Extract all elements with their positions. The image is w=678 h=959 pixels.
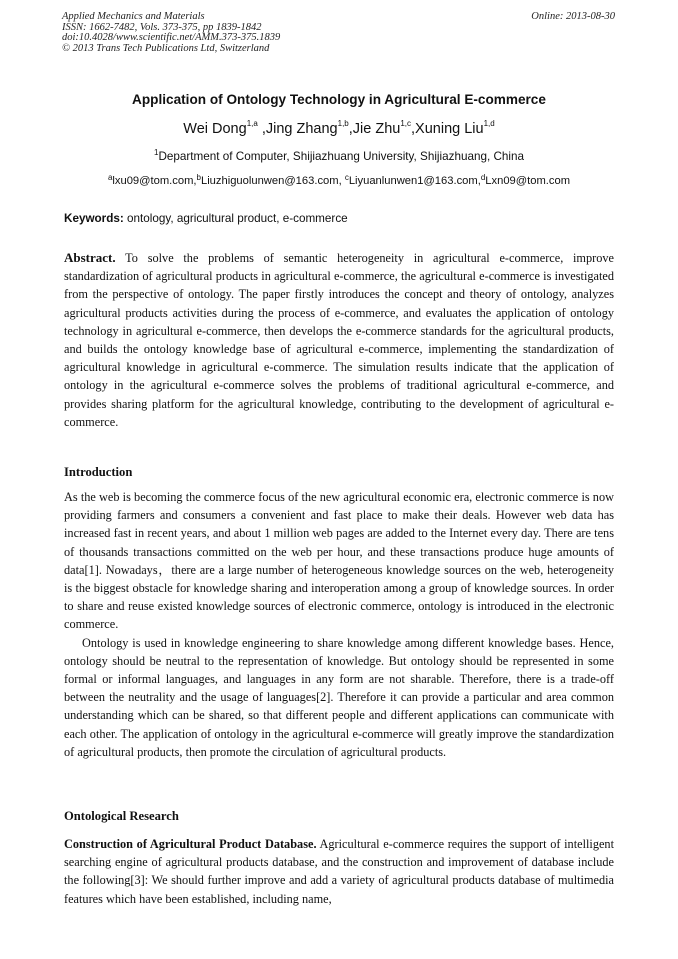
- author-list: [0, 121, 678, 137]
- ontological-research-section: [64, 835, 614, 908]
- affiliation-superscript: 1: [154, 148, 159, 157]
- affiliation: [0, 150, 678, 163]
- abstract-section: [64, 249, 614, 431]
- doi-line: doi:10.4028/www.scientific.net/AMM.373-375.1839: [62, 32, 281, 44]
- copyright-line: © 2013 Trans Tech Publications Ltd, Switzerland: [62, 42, 270, 54]
- body-paragraph: Ontology is used in knowledge engineering to share knowledge among different knowledge bases. Hence, ontology should be neutral to the representation of knowledge. But ontology should be represented in some formal or informal languages, and languages in any form are not sharable. Therefore, there is a trade-off between the neutrality and the usage of languages[2]. Therefore it can provide a particular and area common understanding which can be shared, so that different people and different applications can communicate with each other. The application of ontology in the agricultural e-commerce will greatly improve the standardization of agricultural products, then promote the circulation of agricultural products.: [64, 635, 614, 759]
- email-address: lxu09@tom.com,: [112, 175, 197, 187]
- email-list: [0, 175, 678, 187]
- journal-name: Applied Mechanics and Materials: [62, 11, 205, 22]
- email-address: Lxn09@tom.com: [485, 175, 571, 187]
- keywords-label: Keywords:: [64, 212, 124, 225]
- author-name: ,Jie Zhu: [348, 121, 401, 137]
- online-date: Online: 2013-08-30: [531, 11, 615, 22]
- email-address: Liuzhiguolunwen@163.com,: [200, 175, 345, 187]
- author-superscript: 1,c: [400, 119, 412, 128]
- author-name: ,Jing Zhang: [257, 121, 338, 137]
- email-superscript: a: [107, 173, 113, 182]
- affiliation-text: Department of Computer, Shijiazhuang University, Shijiazhuang, China: [158, 150, 524, 163]
- introduction-section: [64, 488, 614, 761]
- introduction-heading: Introduction: [64, 465, 133, 479]
- email-superscript: b: [196, 173, 201, 182]
- email-superscript: c: [344, 173, 349, 182]
- ontological-research-heading: Ontological Research: [64, 809, 179, 823]
- author-superscript: 1,d: [483, 119, 495, 128]
- body-paragraph: [64, 835, 614, 908]
- body-paragraph: As the web is becoming the commerce focus of the new agricultural economic era, electronic commerce is now providing farmers and consumers a convenient and fast place to make their deals. However web data has increased fast in recent years, and about 1 million web pages are added to the Internet every day. There are tens of thousands transactions committed on the web per hour, and these transactions produce huge amounts of data[1]. Nowadays，there are a large number of heterogeneous knowledge sources on the web, heterogeneity is the biggest obstacle for knowledge sharing and interoperation among a group of knowledge sources. In order to share and reuse existed knowledge sources of electronic commerce, ontology is introduced in the electronic commerce.: [64, 490, 614, 632]
- keywords-line: [64, 212, 348, 225]
- keywords-text: ontology, agricultural product, e-commerce: [123, 212, 348, 225]
- issn-line: ISSN: 1662-7482, Vols. 373-375, pp 1839-1842: [62, 21, 262, 33]
- email-address: Liyuanlunwen1@163.com,: [348, 175, 481, 187]
- abstract-text: To solve the problems of semantic heterogeneity in agricultural e-commerce, improve standardization of agricultural products in agricultural e-commerce, the agricultural e-commerce is investigated from the perspective of ontology. The paper firstly introduces the concept and theory of ontology, analyzes agricultural products activities during the process of e-commerce, and evaluates the application of ontology technology in agricultural e-commerce, then develops the e-commerce standards for the agricultural products, and builds the ontology knowledge base of agricultural e-commerce, implementing the standardization of agricultural knowledge in agricultural e-commerce. The simulation results indicate that the application of ontology in the agricultural e-commerce solves the problems of traditional agricultural e-commerce, and provides sharing platform for the agricultural knowledge, contributing to the development of agricultural e-commerce.: [64, 251, 614, 429]
- abstract-label: Abstract.: [64, 250, 116, 265]
- abstract-paragraph: [64, 249, 614, 431]
- journal-header: [62, 12, 280, 54]
- author-superscript: 1,b: [337, 119, 349, 128]
- subsection-text: Agricultural e-commerce requires the support of intelligent searching engine of agricultural products database, and the construction and improvement of database include the following[3]: We should further improve and add a variety of agricultural products database of multimedia features which have been established, including name,: [64, 837, 614, 906]
- author-name: Wei Dong: [183, 121, 247, 137]
- email-superscript: d: [480, 173, 486, 182]
- subsection-heading: Construction of Agricultural Product Database.: [64, 837, 317, 851]
- author-superscript: 1,a: [246, 119, 258, 128]
- paper-title: Application of Ontology Technology in Agricultural E-commerce: [132, 92, 546, 107]
- author-name: ,Xuning Liu: [411, 121, 484, 137]
